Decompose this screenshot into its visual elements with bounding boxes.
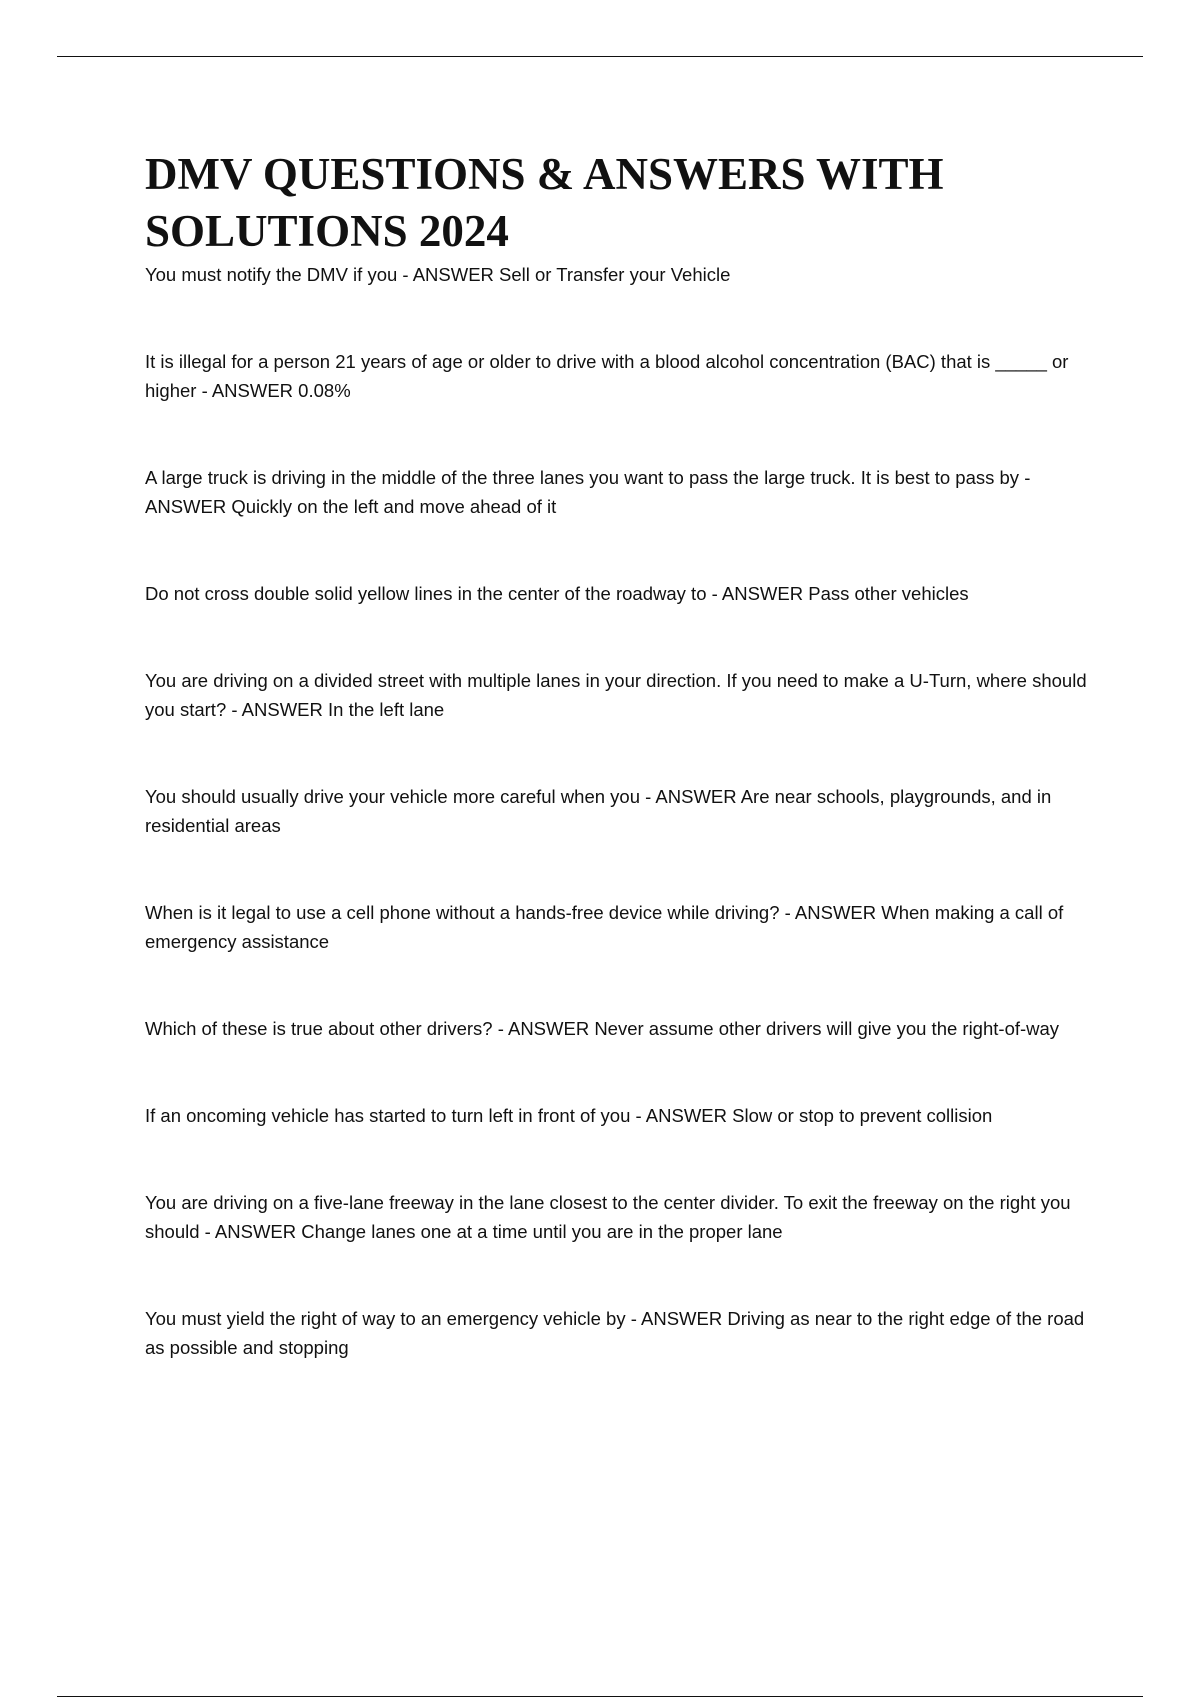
qa-list [145,260,1090,1362]
qa-item: When is it legal to use a cell phone without a hands-free device while driving? - ANSWER When making a call of emergency assistance [145,902,1064,952]
qa-item: You must yield the right of way to an emergency vehicle by - ANSWER Driving as near to the right edge of the road as possible and stopping [145,1308,1085,1358]
qa-item: You should usually drive your vehicle more careful when you - ANSWER Are near schools, playgrounds, and in residential areas [145,786,1052,836]
bottom-rule [57,1696,1143,1697]
qa-item: You must notify the DMV if you - ANSWER Sell or Transfer your Vehicle [145,264,731,285]
qa-item: A large truck is driving in the middle of the three lanes you want to pass the large truck. It is best to pass by - ANSWER Quickly on the left and move ahead of it [145,467,1031,517]
qa-item: Which of these is true about other drivers? - ANSWER Never assume other drivers will give you the right-of-way [145,1018,1060,1039]
qa-item: You are driving on a five-lane freeway in the lane closest to the center divider. To exit the freeway on the right you should - ANSWER Change lanes one at a time until you are in the proper lane [145,1192,1071,1242]
qa-item: If an oncoming vehicle has started to turn left in front of you - ANSWER Slow or stop to prevent collision [145,1105,993,1126]
qa-item: Do not cross double solid yellow lines in the center of the roadway to - ANSWER Pass other vehicles [145,583,969,604]
top-rule [57,56,1143,57]
document-title: DMV QUESTIONS & ANSWERS WITH SOLUTIONS 2024 [145,149,944,256]
qa-item: You are driving on a divided street with multiple lanes in your direction. If you need to make a U-Turn, where should you start? - ANSWER In the left lane [145,670,1087,720]
qa-item: It is illegal for a person 21 years of age or older to drive with a blood alcohol concentration (BAC) that is _____ or higher - ANSWER 0.08% [145,351,1069,401]
document-body [145,146,1090,1420]
